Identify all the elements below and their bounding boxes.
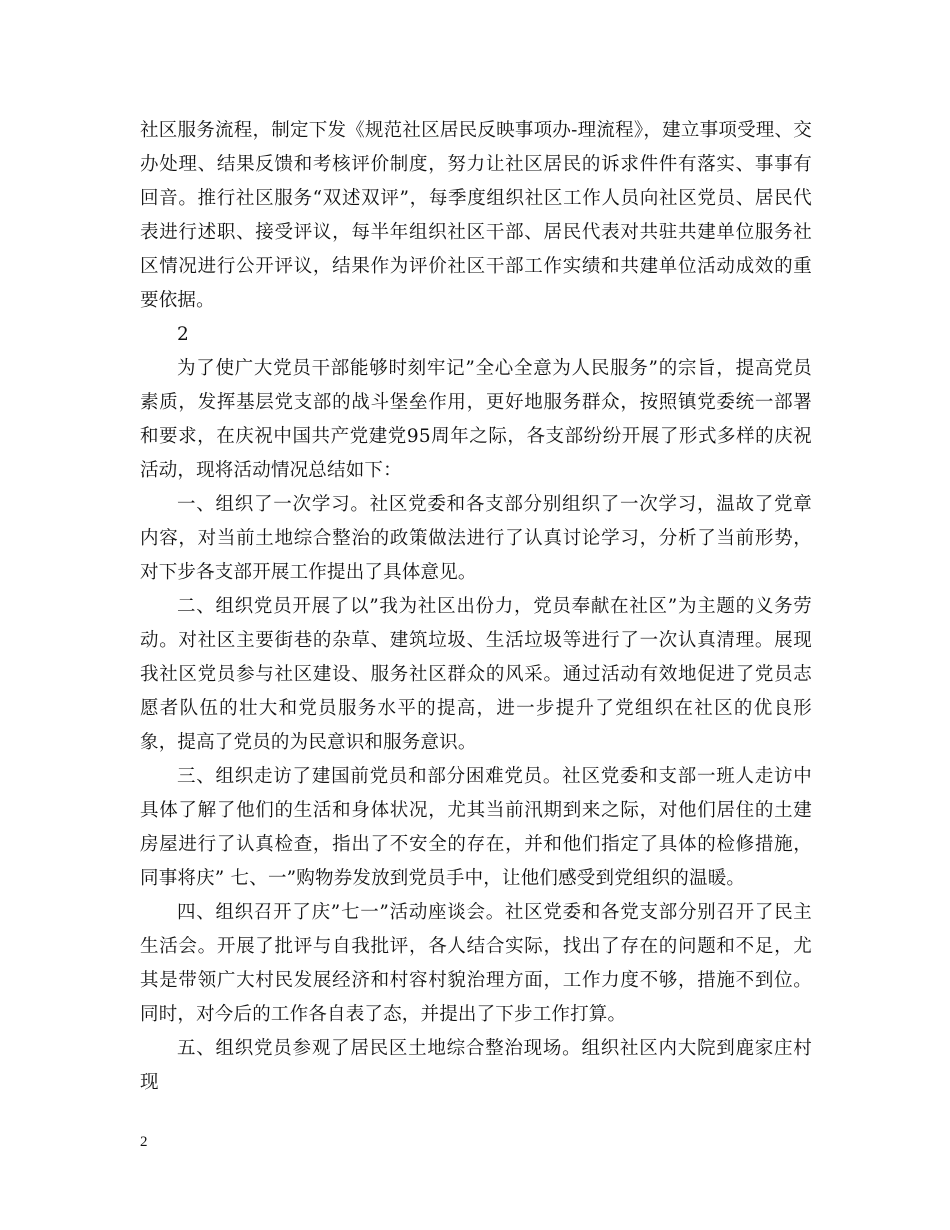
paragraph: 二、组织党员开展了以”我为社区出份力，党员奉献在社区”为主题的义务劳动。对社区主要街巷的杂草、建筑垃圾、生活垃圾等进行了一次认真清理。展现我社区党员参与社区建设、服务社区群众的风采。通过活动有效地促进了党员志愿者队伍的壮大和党员服务水平的提高，进一步提升了党组织在社区的优良形象，提高了党员的为民意识和服务意识。 [140,596,812,753]
paragraph: 社区服务流程，制定下发《规范社区居民反映事项办-理流程》，建立事项受理、交办处理、结果反馈和考核评价制度，努力让社区居民的诉求件件有落实、事事有回音。推行社区服务“双述双评”，每季度组织社区工作人员向社区党员、居民代表进行述职、接受评议，每半年组织社区干部、居民代表对共驻共建单位服务社区情况进行公开评议，结果作为评价社区干部工作实绩和共建单位活动成效的重要依据。 [140,120,812,311]
paragraph: 四、组织召开了庆”七一”活动座谈会。社区党委和各党支部分别召开了民主生活会。开展了批评与自我批评，各人结合实际，找出了存在的问题和不足，尤其是带领广大村民发展经济和村容村貌治理方面，工作力度不够，措施不到位。同时，对今后的工作各自表了态，并提出了下步工作打算。 [140,902,812,1025]
paragraph: 三、组织走访了建国前党员和部分困难党员。社区党委和支部一班人走访中具体了解了他们的生活和身体状况，尤其当前汛期到来之际，对他们居住的土建房屋进行了认真检查，指出了不安全的存在，并和他们指定了具体的检修措施，同事将庆” 七、一”购物券发放到党员手中，让他们感受到党组织的温暖。 [140,766,812,889]
paragraph: 为了使广大党员干部能够时刻牢记”全心全意为人民服务”的宗旨，提高党员素质，发挥基层党支部的战斗堡垒作用，更好地服务群众，按照镇党委统一部署和要求，在庆祝中国共产党建党95周年之际，各支部纷纷开展了形式多样的庆祝活动，现将活动情况总结如下： [140,358,812,481]
paragraph: 一、组织了一次学习。社区党委和各支部分别组织了一次学习，温故了党章内容，对当前土地综合整治的政策做法进行了认真讨论学习，分析了当前形势，对下步各支部开展工作提出了具体意见。 [140,494,812,583]
paragraph: 五、组织党员参观了居民区土地综合整治现场。组织社区内大院到鹿家庄村现 [140,1038,812,1093]
page-number: 2 [140,1134,148,1150]
paragraph-section-number: 2 [177,324,189,345]
document-body [140,114,812,1100]
